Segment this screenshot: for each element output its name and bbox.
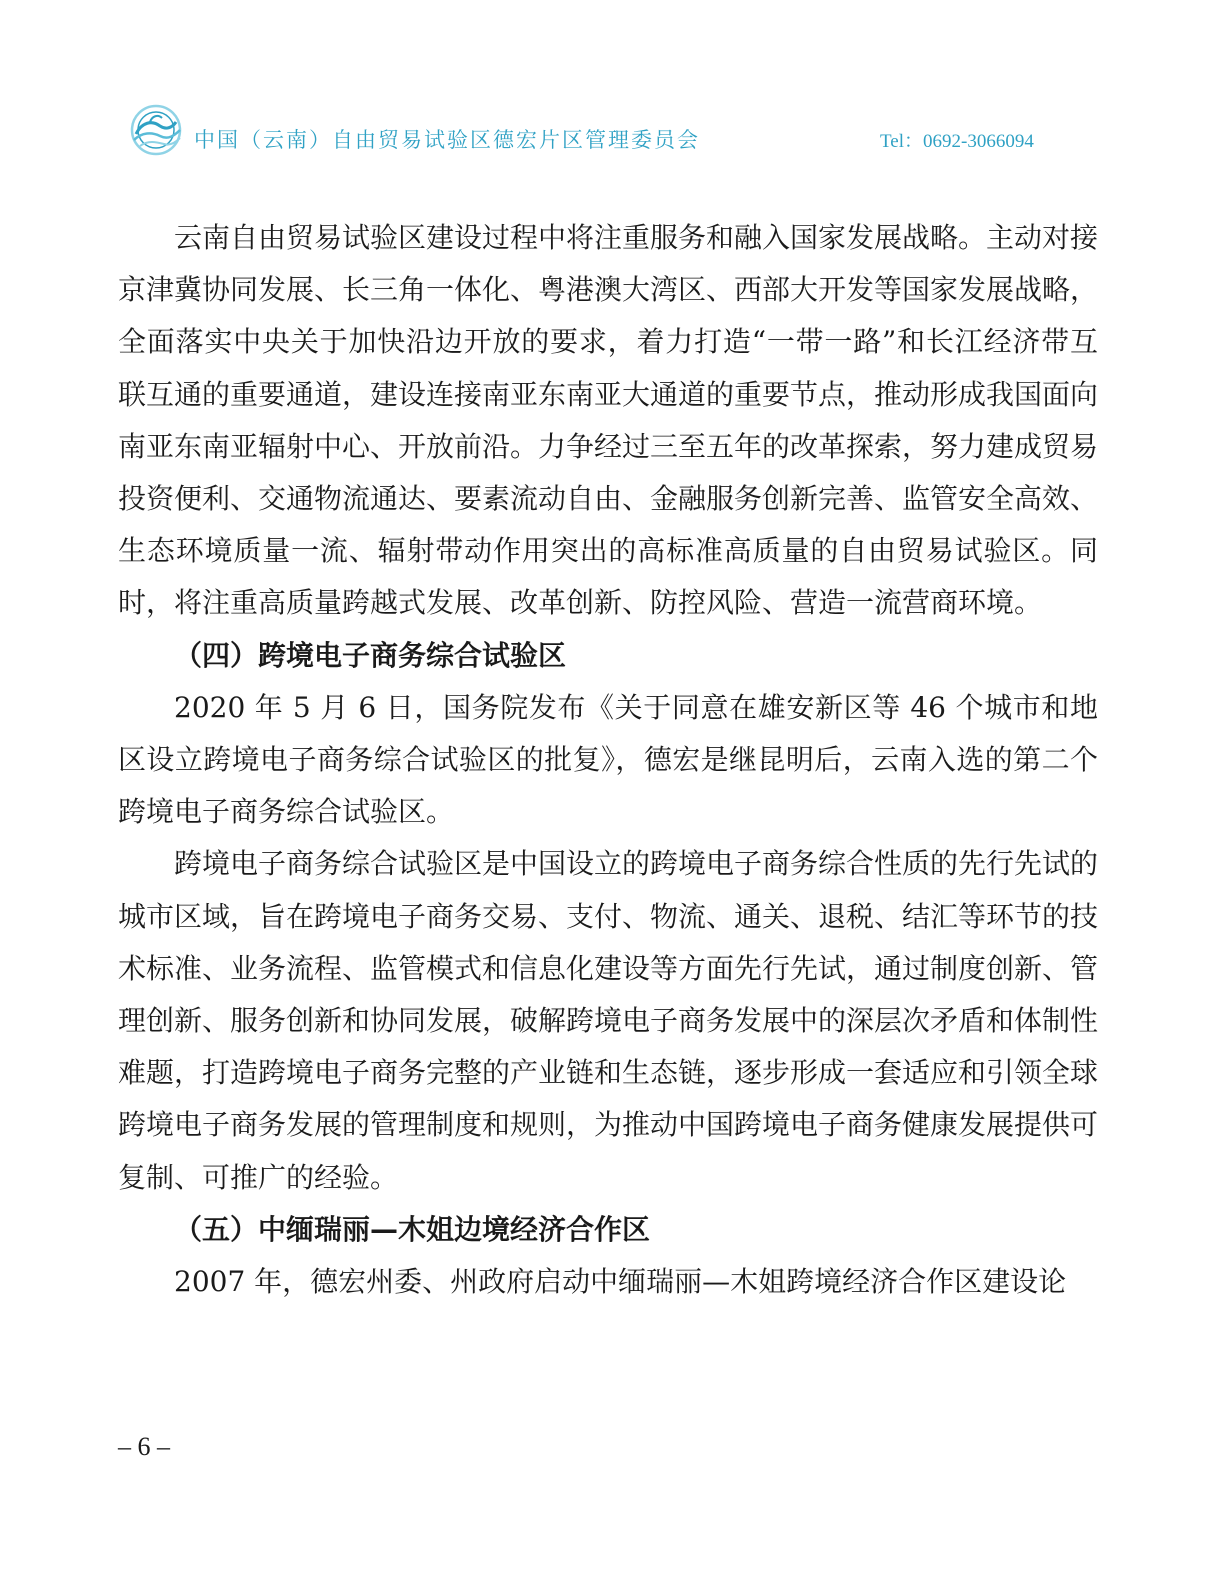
- document-body: [118, 212, 1098, 1308]
- paragraph: 2007 年，德宏州委、州政府启动中缅瑞丽—木姐跨境经济合作区建设论: [174, 1265, 1067, 1299]
- paragraph: 跨境电子商务综合试验区是中国设立的跨境电子商务综合性质的先行先试的城市区域，旨在跨境电子商务交易、支付、物流、通关、退税、结汇等环节的技术标准、业务流程、监管模式和信息化建设等方面先行先试，通过制度创新、管理创新、服务创新和协同发展，破解跨境电子商务发展中的深层次矛盾和体制性难题，打造跨境电子商务完整的产业链和生态链，逐步形成一套适应和引领全球跨境电子商务发展的管理制度和规则，为推动中国跨境电子商务健康发展提供可复制、可推广的经验。: [118, 847, 1099, 1194]
- paragraph: 云南自由贸易试验区建设过程中将注重服务和融入国家发展战略。主动对接京津冀协同发展、长三角一体化、粤港澳大湾区、西部大开发等国家发展战略，全面落实中央关于加快沿边开放的要求，着力打造“一带一路”和长江经济带互联互通的重要通道，建设连接南亚东南亚大通道的重要节点，推动形成我国面向南亚东南亚辐射中心、开放前沿。力争经过三至五年的改革探索，努力建成贸易投资便利、交通物流通达、要素流动自由、金融服务创新完善、监管安全高效、生态环境质量一流、辐射带动作用突出的高标准高质量的自由贸易试验区。同时，将注重高质量跨越式发展、改革创新、防控风险、营造一流营商环境。: [118, 221, 1099, 620]
- page-header: [0, 0, 1217, 180]
- page-number: – 6 –: [118, 1432, 170, 1461]
- telephone-number: Tel：0692-3066094: [880, 131, 1034, 152]
- waves-logo-icon: [122, 100, 188, 160]
- section-heading: （五）中缅瑞丽—木姐边境经济合作区: [174, 1212, 651, 1246]
- section-heading: （四）跨境电子商务综合试验区: [174, 638, 567, 672]
- paragraph: 2020 年 5 月 6 日，国务院发布《关于同意在雄安新区等 46 个城市和地区设立跨境电子商务综合试验区的批复》，德宏是继昆明后，云南入选的第二个跨境电子商务综合试验区。: [118, 690, 1098, 829]
- organization-name: 中国（云南）自由贸易试验区德宏片区管理委员会: [194, 128, 700, 152]
